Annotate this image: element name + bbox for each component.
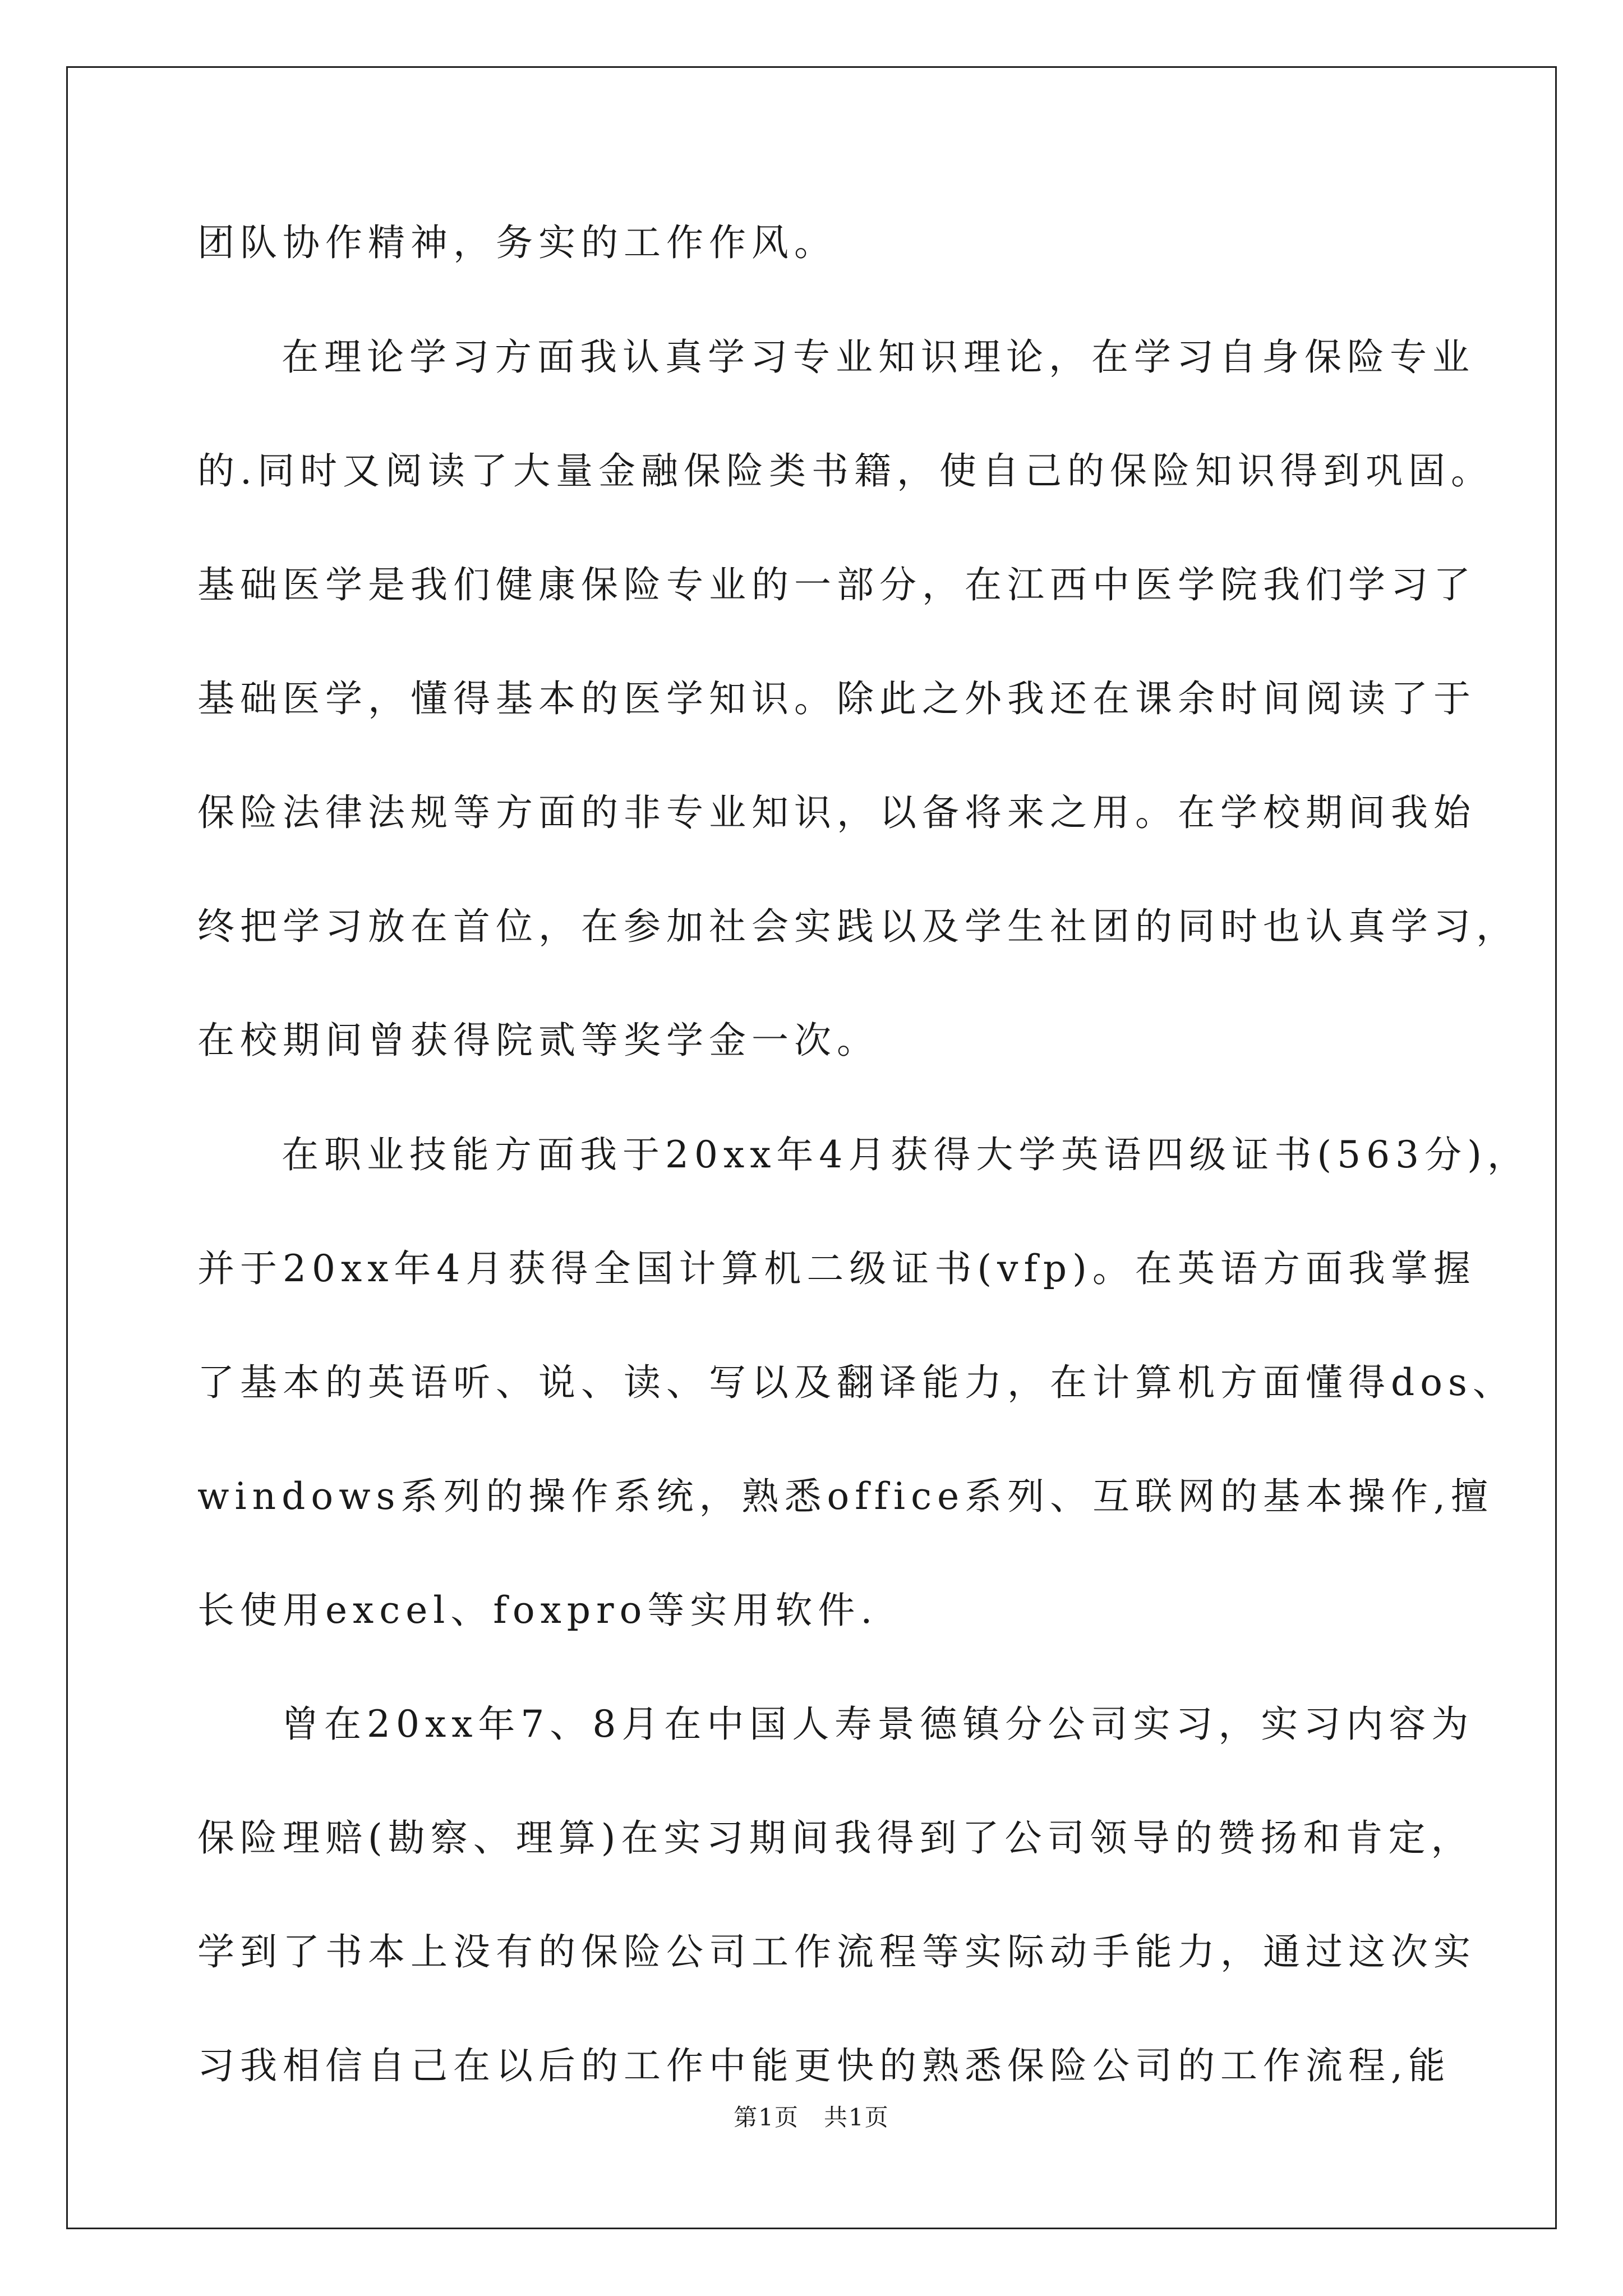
text-line: 终把学习放在首位，在参加社会实践以及学生社团的同时也认真学习， (197, 905, 1519, 948)
text-line: 保险法律法规等方面的非专业知识，以备将来之用。在学校期间我始 (197, 791, 1476, 834)
text-line: 基础医学，懂得基本的医学知识。除此之外我还在课余时间阅读了于 (197, 677, 1476, 720)
text-line: 了基本的英语听、说、读、写以及翻译能力，在计算机方面懂得dos、 (197, 1361, 1515, 1404)
text-line: 长使用excel、foxpro等实用软件. (197, 1589, 878, 1632)
text-line: 基础医学是我们健康保险专业的一部分，在江西中医学院我们学习了 (197, 563, 1476, 606)
page-footer: 第1页 共1页 (734, 2104, 889, 2131)
paragraph-start-line: 曾在20xx年7、8月在中国人寿景德镇分公司实习，实习内容为 (282, 1703, 1474, 1746)
paragraph-start-line: 在理论学习方面我认真学习专业知识理论，在学习自身保险专业 (282, 335, 1475, 379)
paragraph-start-line: 在职业技能方面我于20xx年4月获得大学英语四级证书(563分)， (282, 1133, 1530, 1176)
text-line: 的.同时又阅读了大量金融保险类书籍，使自己的保险知识得到巩固。 (197, 449, 1493, 493)
text-line: 并于20xx年4月获得全国计算机二级证书(vfp)。在英语方面我掌握 (197, 1247, 1476, 1290)
text-line: 团队协作精神，务实的工作作风。 (197, 221, 837, 264)
text-line: 保险理赔(勘察、理算)在实习期间我得到了公司领导的赞扬和肯定， (197, 1816, 1474, 1860)
text-line: 习我相信自己在以后的工作中能更快的熟悉保险公司的工作流程,能 (197, 2044, 1451, 2087)
text-line: 学到了书本上没有的保险公司工作流程等实际动手能力，通过这次实 (197, 1930, 1476, 1973)
text-line: 在校期间曾获得院贰等奖学金一次。 (197, 1019, 879, 1062)
text-line: windows系列的操作系统，熟悉office系列、互联网的基本操作,擅 (197, 1475, 1494, 1518)
